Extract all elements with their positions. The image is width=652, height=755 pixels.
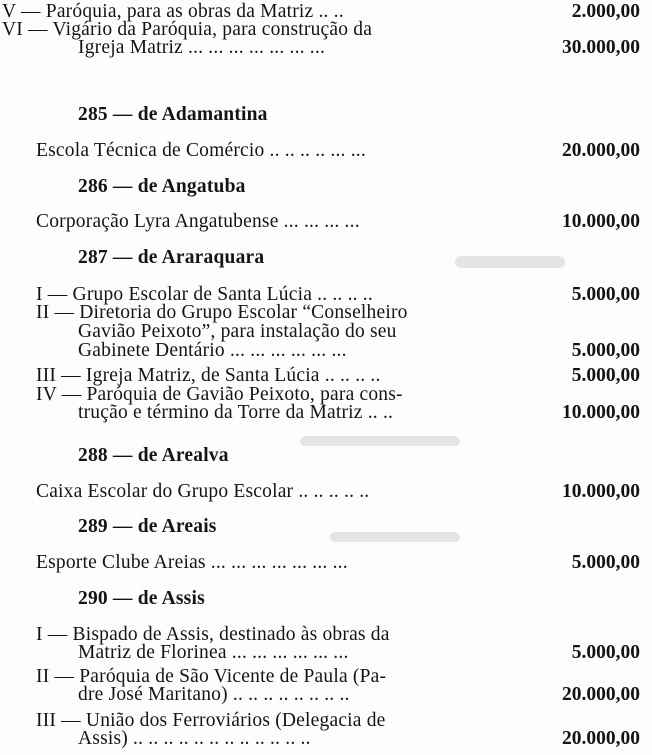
entry-amount: 20.000,00: [562, 728, 640, 749]
entry-amount: 2.000,00: [571, 1, 640, 22]
entry-text: III — Igreja Matriz, de Santa Lúcia .. .. .. ..: [36, 365, 381, 386]
section-heading-text: 290 — de Assis: [78, 588, 205, 609]
print-smudge: [300, 436, 460, 446]
entry-text: III — União dos Ferroviários (Delegacia de: [36, 710, 386, 731]
entry-amount: 5.000,00: [571, 340, 640, 361]
entry-text: Igreja Matriz ... ... ... ... ... ... ...: [78, 37, 326, 58]
entry-amount: 5.000,00: [571, 642, 640, 663]
entry-amount: 5.000,00: [571, 284, 640, 305]
entry-amount: 10.000,00: [562, 481, 640, 502]
entry-amount: 10.000,00: [562, 211, 640, 232]
entry-text: II — Paróquia de São Vicente de Paula (Pa-: [36, 666, 387, 687]
entry-text: V — Paróquia, para as obras da Matriz .. ..: [2, 1, 344, 22]
entry-text: Corporação Lyra Angatubense ... ... ... ...: [36, 211, 360, 232]
entry-text: Caixa Escolar do Grupo Escolar .. .. .. .. ..: [36, 481, 370, 502]
entry-text: dre José Maritano) .. .. .. .. .. .. .. ..: [78, 684, 350, 705]
entry-amount: 10.000,00: [562, 402, 640, 423]
entry-text: Gavião Peixoto”, para instalação do seu: [78, 321, 397, 342]
entry-amount: 5.000,00: [571, 552, 640, 573]
entry-text: trução e término da Torre da Matriz .. ..: [78, 402, 394, 423]
entry-text: VI — Vigário da Paróquia, para construção da: [2, 19, 373, 40]
entry-text: Escola Técnica de Comércio .. .. .. .. ... ...: [36, 140, 366, 161]
section-heading-text: 287 — de Araraquara: [78, 247, 265, 268]
entry-text: Assis) .. .. .. .. .. .. .. .. .. .. .. ..: [78, 728, 311, 749]
section-heading-text: 286 — de Angatuba: [78, 176, 246, 197]
entry-text: Esporte Clube Areias ... ... ... ... ... ... ...: [36, 552, 348, 573]
print-smudge: [330, 532, 460, 542]
entry-amount: 30.000,00: [562, 37, 640, 58]
entry-text: Gabinete Dentário ... ... ... ... ... ...: [78, 340, 347, 361]
entry-text: I — Grupo Escolar de Santa Lúcia .. .. .. ..: [36, 284, 373, 305]
entry-text: IV — Paróquia de Gavião Peixoto, para cons-: [36, 384, 403, 405]
entry-amount: 20.000,00: [562, 140, 640, 161]
section-heading-text: 288 — de Arealva: [78, 445, 229, 466]
entry-text: II — Diretoria do Grupo Escolar “Conselheiro: [36, 302, 408, 323]
entry-amount: 5.000,00: [571, 365, 640, 386]
entry-text: Matriz de Florinea ... ... ... ... ... ...: [78, 642, 349, 663]
entry-text: I — Bispado de Assis, destinado às obras da: [36, 624, 390, 645]
section-heading-text: 285 — de Adamantina: [78, 104, 268, 125]
entry-amount: 20.000,00: [562, 684, 640, 705]
print-smudge: [455, 256, 565, 268]
section-heading-text: 289 — de Areais: [78, 516, 217, 537]
